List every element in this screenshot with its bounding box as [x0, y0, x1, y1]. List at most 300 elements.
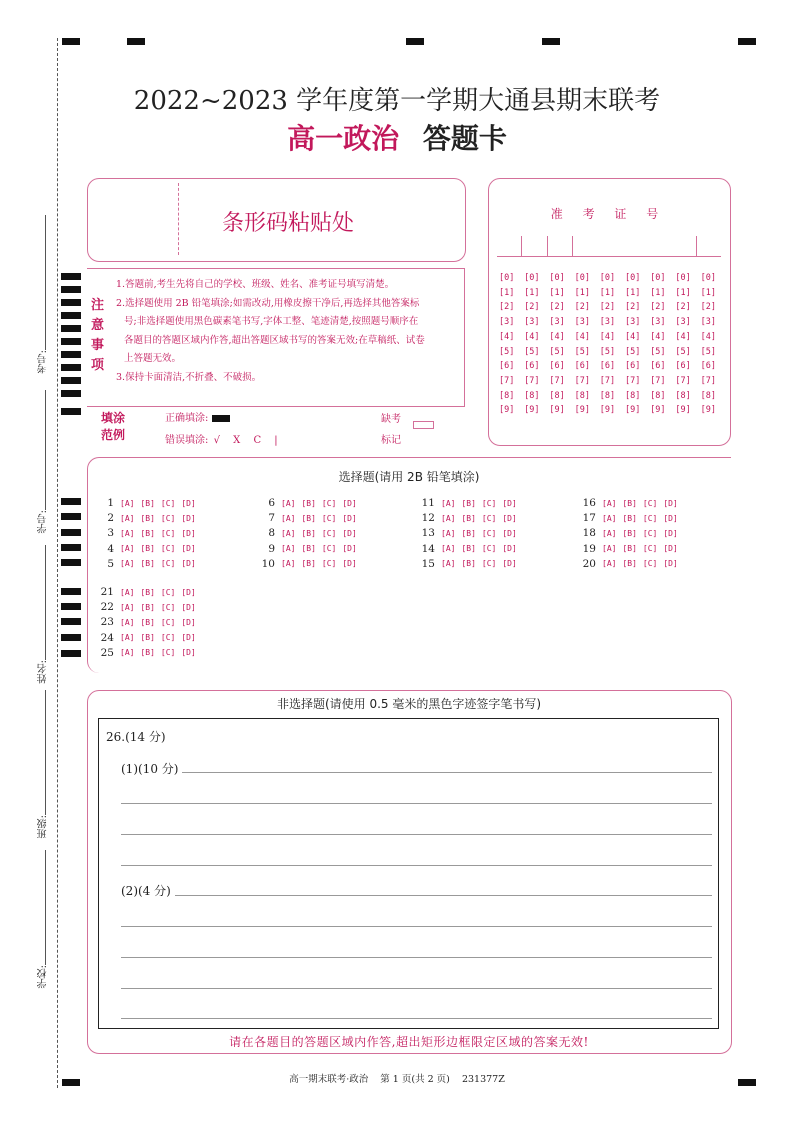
- question-number: 10: [261, 557, 275, 570]
- option-bubble[interactable]: [A]: [441, 513, 456, 523]
- fill-label-2: 范例: [101, 428, 126, 442]
- side-mark: [61, 634, 81, 641]
- digit-bubble[interactable]: [3]: [675, 317, 691, 328]
- option-bubble[interactable]: [A]: [441, 544, 456, 554]
- digit-bubble[interactable]: [2]: [574, 302, 590, 313]
- option-bubble[interactable]: [B]: [622, 544, 637, 554]
- notice-char: 项: [91, 358, 105, 373]
- digit-bubble[interactable]: [9]: [700, 405, 716, 416]
- option-bubble[interactable]: [D]: [181, 513, 196, 523]
- digit-bubble[interactable]: [6]: [524, 361, 540, 372]
- option-bubble[interactable]: [C]: [160, 587, 176, 597]
- digit-bubble[interactable]: [6]: [549, 361, 565, 372]
- digit-bubble[interactable]: [8]: [574, 390, 590, 401]
- digit-bubble[interactable]: [3]: [700, 317, 716, 328]
- digit-bubble[interactable]: [6]: [700, 361, 716, 372]
- question-number: 1: [107, 497, 114, 509]
- digit-bubble[interactable]: [5]: [675, 346, 691, 357]
- option-bubble[interactable]: [D]: [663, 498, 678, 508]
- option-bubble[interactable]: [B]: [461, 544, 476, 554]
- question-number: 13: [421, 527, 435, 540]
- question-row: [98, 586, 202, 598]
- option-bubble[interactable]: [B]: [622, 559, 637, 569]
- digit-bubble[interactable]: [2]: [625, 302, 641, 313]
- notice-char: 注: [91, 298, 105, 313]
- option-bubble[interactable]: [B]: [622, 498, 637, 508]
- question-number: 5: [107, 557, 114, 570]
- digit-bubble[interactable]: [3]: [524, 317, 540, 328]
- notice-line: 1.答题前,考生先将自己的学校、班级、姓名、准考证号填写清楚。: [116, 279, 395, 290]
- writing-line[interactable]: [121, 895, 712, 896]
- option-bubble[interactable]: [D]: [342, 544, 357, 554]
- digit-bubble[interactable]: [3]: [650, 317, 666, 328]
- wrong-mark: √: [213, 435, 220, 446]
- option-bubble[interactable]: [A]: [441, 498, 456, 508]
- option-bubble[interactable]: [A]: [441, 559, 456, 569]
- q26-heading: 26.(14 分): [106, 730, 166, 744]
- digit-bubble[interactable]: [0]: [524, 273, 540, 283]
- option-bubble[interactable]: [D]: [502, 513, 517, 523]
- option-bubble[interactable]: [C]: [160, 528, 176, 538]
- essay-title: 非选择题(请使用 0.5 毫米的黑色字迹签字笔书写): [276, 697, 542, 711]
- digit-bubble[interactable]: [2]: [499, 302, 515, 313]
- digit-bubble[interactable]: [1]: [499, 287, 515, 298]
- option-bubble[interactable]: [A]: [281, 559, 296, 569]
- option-bubble[interactable]: [C]: [160, 498, 176, 508]
- option-bubble[interactable]: [B]: [622, 513, 637, 523]
- question-row: [98, 616, 202, 628]
- option-bubble[interactable]: [A]: [120, 617, 135, 627]
- question-number: 23: [100, 616, 114, 629]
- digit-bubble[interactable]: [0]: [650, 273, 666, 283]
- digit-bubble[interactable]: [8]: [675, 390, 691, 401]
- subject: 高一政治: [287, 122, 400, 155]
- option-bubble[interactable]: [D]: [502, 498, 517, 508]
- question-row: [419, 543, 523, 555]
- option-bubble[interactable]: [B]: [622, 528, 637, 538]
- digit-bubble[interactable]: [9]: [524, 405, 540, 416]
- digit-bubble[interactable]: [0]: [549, 273, 565, 283]
- option-bubble[interactable]: [C]: [481, 513, 497, 523]
- digit-bubble[interactable]: [0]: [625, 273, 641, 283]
- option-bubble[interactable]: [D]: [502, 528, 517, 538]
- digit-bubble[interactable]: [3]: [599, 317, 616, 328]
- option-bubble[interactable]: [B]: [301, 513, 316, 523]
- option-bubble[interactable]: [D]: [342, 498, 357, 508]
- timing-mark: [738, 38, 756, 45]
- option-bubble[interactable]: [A]: [602, 544, 617, 554]
- option-bubble[interactable]: [D]: [181, 648, 196, 658]
- digit-bubble[interactable]: [7]: [524, 375, 540, 386]
- side-underline: [45, 215, 46, 350]
- digit-bubble[interactable]: [1]: [700, 287, 716, 298]
- question-row: [580, 558, 684, 570]
- side-mark: [61, 588, 81, 595]
- option-bubble[interactable]: [A]: [120, 513, 135, 523]
- option-bubble[interactable]: [B]: [461, 528, 476, 538]
- barcode-label: 条形码粘贴处: [222, 211, 355, 236]
- digit-bubble[interactable]: [9]: [625, 405, 641, 416]
- digit-bubble[interactable]: [2]: [675, 302, 691, 313]
- question-number: 8: [268, 527, 275, 540]
- option-bubble[interactable]: [D]: [181, 498, 196, 508]
- option-bubble[interactable]: [B]: [140, 544, 155, 554]
- option-bubble[interactable]: [A]: [441, 528, 456, 538]
- question-number: 7: [268, 512, 275, 525]
- option-bubble[interactable]: [B]: [140, 587, 155, 597]
- side-mark: [61, 513, 81, 520]
- side-mark: [61, 325, 81, 332]
- option-bubble[interactable]: [D]: [663, 559, 678, 569]
- question-row: [259, 512, 363, 524]
- option-bubble[interactable]: [B]: [140, 513, 155, 523]
- option-bubble[interactable]: [C]: [481, 544, 497, 554]
- digit-bubble[interactable]: [9]: [675, 405, 691, 416]
- digit-bubble[interactable]: [0]: [700, 273, 716, 283]
- question-row: [580, 527, 684, 539]
- option-bubble[interactable]: [A]: [281, 528, 296, 538]
- option-bubble[interactable]: [C]: [321, 498, 337, 508]
- answer-box[interactable]: [98, 718, 719, 1029]
- digit-bubble[interactable]: [7]: [675, 375, 691, 386]
- digit-bubble[interactable]: [9]: [599, 405, 616, 416]
- question-number: 24: [100, 631, 114, 644]
- answer-options: [281, 529, 363, 538]
- question-number: 11: [421, 497, 435, 509]
- side-mark: [61, 299, 81, 306]
- answer-options: [120, 648, 202, 657]
- option-bubble[interactable]: [A]: [602, 498, 617, 508]
- digit-bubble[interactable]: [5]: [625, 346, 641, 357]
- option-bubble[interactable]: [C]: [160, 633, 176, 643]
- option-bubble[interactable]: [D]: [181, 633, 196, 643]
- option-bubble[interactable]: [C]: [321, 559, 337, 569]
- option-bubble[interactable]: [B]: [140, 528, 155, 538]
- question-row: [259, 543, 363, 555]
- digit-bubble[interactable]: [2]: [524, 302, 540, 313]
- writing-line[interactable]: [121, 988, 712, 989]
- option-bubble[interactable]: [C]: [160, 617, 176, 627]
- option-bubble[interactable]: [C]: [321, 513, 337, 523]
- option-bubble[interactable]: [D]: [181, 602, 196, 612]
- side-underline: [45, 545, 46, 660]
- option-bubble[interactable]: [C]: [160, 648, 176, 658]
- digit-bubble[interactable]: [4]: [574, 331, 590, 342]
- option-bubble[interactable]: [A]: [120, 648, 135, 658]
- digit-bubble[interactable]: [7]: [574, 375, 590, 386]
- option-bubble[interactable]: [C]: [160, 602, 176, 612]
- question-number: 15: [421, 557, 435, 570]
- question-number: 2: [107, 512, 114, 525]
- digit-bubble[interactable]: [5]: [650, 346, 666, 357]
- answer-options: [120, 529, 202, 538]
- digit-bubble[interactable]: [9]: [574, 405, 590, 416]
- binding-line: [57, 38, 58, 1088]
- option-bubble[interactable]: [A]: [120, 602, 135, 612]
- question-number: 25: [100, 646, 114, 659]
- digit-bubble[interactable]: [6]: [499, 361, 515, 372]
- option-bubble[interactable]: [B]: [140, 602, 155, 612]
- option-bubble[interactable]: [C]: [321, 544, 337, 554]
- option-bubble[interactable]: [A]: [281, 513, 296, 523]
- side-mark: [61, 408, 81, 415]
- option-bubble[interactable]: [B]: [140, 498, 155, 508]
- option-bubble[interactable]: [A]: [120, 587, 135, 597]
- option-bubble[interactable]: [C]: [642, 528, 658, 538]
- option-bubble[interactable]: [A]: [120, 559, 135, 569]
- question-number: 21: [100, 586, 114, 598]
- option-bubble[interactable]: [D]: [181, 528, 196, 538]
- notice-line: 上答题无效。: [124, 353, 182, 364]
- subject-heading: [0, 117, 794, 157]
- answer-options: [602, 559, 684, 568]
- digit-bubble[interactable]: [9]: [499, 405, 515, 416]
- q26-1-label: (1)(10 分): [121, 760, 182, 777]
- option-bubble[interactable]: [C]: [481, 498, 497, 508]
- option-bubble[interactable]: [B]: [301, 528, 316, 538]
- digit-bubble[interactable]: [1]: [650, 287, 666, 298]
- digit-bubble[interactable]: [1]: [524, 287, 540, 298]
- option-bubble[interactable]: [C]: [642, 498, 658, 508]
- digit-bubble[interactable]: [4]: [625, 331, 641, 342]
- writing-line[interactable]: [121, 834, 712, 835]
- digit-bubble[interactable]: [1]: [574, 287, 590, 298]
- question-row: [419, 512, 523, 524]
- option-bubble[interactable]: [B]: [140, 633, 155, 643]
- digit-bubble[interactable]: [8]: [499, 390, 515, 401]
- writing-line[interactable]: [121, 957, 712, 958]
- question-row: [98, 497, 202, 509]
- option-bubble[interactable]: [C]: [160, 544, 176, 554]
- digit-bubble[interactable]: [8]: [549, 390, 565, 401]
- digit-bubble[interactable]: [3]: [499, 317, 515, 328]
- answer-options: [281, 559, 363, 568]
- option-bubble[interactable]: [B]: [461, 513, 476, 523]
- wrong-mark: X: [233, 435, 241, 446]
- digit-bubble[interactable]: [8]: [524, 390, 540, 401]
- exam-id-write-row: [497, 236, 721, 257]
- option-bubble[interactable]: [B]: [140, 617, 155, 627]
- side-label-student-no: 学号:: [38, 510, 49, 534]
- side-mark: [61, 618, 81, 625]
- digit-bubble[interactable]: [6]: [574, 361, 590, 372]
- option-bubble[interactable]: [C]: [160, 513, 176, 523]
- side-mark: [61, 559, 81, 566]
- answer-options: [602, 529, 684, 538]
- writing-line[interactable]: [121, 865, 712, 866]
- option-bubble[interactable]: [A]: [602, 559, 617, 569]
- option-bubble[interactable]: [C]: [481, 559, 497, 569]
- answer-options: [120, 544, 202, 553]
- digit-bubble[interactable]: [4]: [599, 331, 616, 342]
- option-bubble[interactable]: [A]: [281, 498, 296, 508]
- writing-line[interactable]: [121, 772, 712, 773]
- question-number: 20: [582, 557, 596, 570]
- question-number: 4: [107, 542, 114, 555]
- digit-bubble[interactable]: [3]: [625, 317, 641, 328]
- answer-options: [602, 544, 684, 553]
- option-bubble[interactable]: [D]: [181, 544, 196, 554]
- option-bubble[interactable]: [C]: [642, 513, 658, 523]
- side-label-name: 姓名:: [38, 660, 49, 684]
- digit-bubble[interactable]: [1]: [625, 287, 641, 298]
- digit-bubble[interactable]: [8]: [599, 390, 616, 401]
- answer-options: [441, 514, 523, 523]
- digit-bubble[interactable]: [1]: [599, 287, 616, 298]
- question-row: [259, 527, 363, 539]
- side-mark: [61, 273, 81, 280]
- side-mark: [61, 529, 81, 536]
- digit-bubble[interactable]: [7]: [549, 375, 565, 386]
- option-bubble[interactable]: [B]: [301, 559, 316, 569]
- option-bubble[interactable]: [D]: [181, 587, 196, 597]
- page-title: 2022~2023 学年度第一学期大通县期末联考: [133, 86, 661, 116]
- side-mark: [61, 312, 81, 319]
- digit-bubble[interactable]: [2]: [700, 302, 716, 313]
- option-bubble[interactable]: [D]: [502, 559, 517, 569]
- question-number: 19: [582, 542, 596, 555]
- digit-bubble[interactable]: [6]: [625, 361, 641, 372]
- wrong-mark: |: [274, 435, 278, 446]
- answer-options: [602, 514, 684, 523]
- wrong-mark: C: [253, 435, 262, 446]
- option-bubble[interactable]: [B]: [461, 498, 476, 508]
- digit-bubble[interactable]: [3]: [574, 317, 590, 328]
- option-bubble[interactable]: [B]: [461, 559, 476, 569]
- digit-bubble[interactable]: [5]: [574, 346, 590, 357]
- digit-bubble[interactable]: [0]: [499, 273, 515, 283]
- digit-bubble[interactable]: [5]: [599, 346, 616, 357]
- digit-bubble[interactable]: [2]: [599, 302, 616, 313]
- question-number: 6: [268, 497, 275, 509]
- notice-char: 意: [91, 318, 105, 333]
- option-bubble[interactable]: [D]: [342, 513, 357, 523]
- option-bubble[interactable]: [D]: [502, 544, 517, 554]
- digit-bubble[interactable]: [2]: [549, 302, 565, 313]
- side-mark: [61, 650, 81, 657]
- digit-bubble[interactable]: [8]: [700, 390, 716, 401]
- digit-bubble[interactable]: [4]: [524, 331, 540, 342]
- writing-line[interactable]: [121, 926, 712, 927]
- side-mark: [61, 603, 81, 610]
- digit-bubble[interactable]: [4]: [549, 331, 565, 342]
- option-bubble[interactable]: [D]: [342, 528, 357, 538]
- question-number: 3: [107, 527, 114, 540]
- option-bubble[interactable]: [A]: [602, 528, 617, 538]
- digit-bubble[interactable]: [4]: [650, 331, 666, 342]
- question-row: [419, 527, 523, 539]
- digit-bubble[interactable]: [7]: [599, 375, 616, 386]
- option-bubble[interactable]: [D]: [663, 513, 678, 523]
- filled-bubble: [212, 415, 230, 422]
- digit-bubble[interactable]: [5]: [499, 346, 515, 357]
- option-bubble[interactable]: [C]: [321, 528, 337, 538]
- correct-fill: [165, 409, 230, 424]
- digit-bubble[interactable]: [1]: [549, 287, 565, 298]
- answer-options: [120, 603, 202, 612]
- option-bubble[interactable]: [B]: [301, 498, 316, 508]
- option-bubble[interactable]: [A]: [120, 544, 135, 554]
- writing-line[interactable]: [121, 1018, 712, 1019]
- option-bubble[interactable]: [A]: [120, 528, 135, 538]
- question-row: [580, 543, 684, 555]
- side-underline: [45, 390, 46, 510]
- option-bubble[interactable]: [D]: [663, 528, 678, 538]
- side-mark: [61, 351, 81, 358]
- option-bubble[interactable]: [A]: [281, 544, 296, 554]
- option-bubble[interactable]: [D]: [342, 559, 357, 569]
- digit-bubble[interactable]: [4]: [675, 331, 691, 342]
- digit-bubble[interactable]: [9]: [650, 405, 666, 416]
- option-bubble[interactable]: [D]: [181, 617, 196, 627]
- digit-bubble[interactable]: [9]: [549, 405, 565, 416]
- question-number: 17: [582, 512, 596, 525]
- digit-bubble[interactable]: [6]: [599, 361, 616, 372]
- digit-bubble[interactable]: [0]: [574, 273, 590, 283]
- option-bubble[interactable]: [C]: [642, 559, 658, 569]
- question-number: 16: [582, 497, 596, 509]
- digit-bubble[interactable]: [7]: [625, 375, 641, 386]
- wrong-fill-label: 错误填涂:: [165, 435, 209, 446]
- answer-options: [441, 529, 523, 538]
- side-label-school: 学校:: [38, 965, 49, 989]
- side-mark: [61, 498, 81, 505]
- digit-bubble[interactable]: [1]: [675, 287, 691, 298]
- barcode-inner-divider: [178, 183, 179, 255]
- option-bubble[interactable]: [A]: [602, 513, 617, 523]
- option-bubble[interactable]: [A]: [120, 498, 135, 508]
- digit-bubble[interactable]: [7]: [499, 375, 515, 386]
- digit-bubble[interactable]: [5]: [524, 346, 540, 357]
- digit-bubble[interactable]: [7]: [650, 375, 666, 386]
- option-bubble[interactable]: [A]: [120, 633, 135, 643]
- option-bubble[interactable]: [D]: [663, 544, 678, 554]
- digit-bubble[interactable]: [6]: [650, 361, 666, 372]
- timing-mark: [542, 38, 560, 45]
- digit-bubble[interactable]: [0]: [675, 273, 691, 283]
- notice-char: 事: [91, 338, 105, 353]
- exam-id-label: 准 考 证 号: [550, 207, 667, 221]
- writing-line[interactable]: [121, 803, 712, 804]
- option-bubble[interactable]: [C]: [481, 528, 497, 538]
- question-row: [419, 558, 523, 570]
- option-bubble[interactable]: [C]: [642, 544, 658, 554]
- wrong-fill: [165, 431, 278, 446]
- digit-bubble[interactable]: [4]: [499, 331, 515, 342]
- digit-bubble[interactable]: [8]: [625, 390, 641, 401]
- option-bubble[interactable]: [B]: [140, 648, 155, 658]
- digit-bubble[interactable]: [3]: [549, 317, 565, 328]
- question-row: [98, 512, 202, 524]
- digit-bubble[interactable]: [7]: [700, 375, 716, 386]
- digit-bubble[interactable]: [5]: [700, 346, 716, 357]
- digit-bubble[interactable]: [5]: [549, 346, 565, 357]
- question-number: 12: [421, 512, 435, 525]
- digit-bubble[interactable]: [8]: [650, 390, 666, 401]
- question-row: [98, 558, 202, 570]
- option-bubble[interactable]: [B]: [140, 559, 155, 569]
- digit-bubble[interactable]: [6]: [675, 361, 691, 372]
- absent-checkbox[interactable]: [413, 421, 434, 429]
- digit-bubble[interactable]: [4]: [700, 331, 716, 342]
- digit-bubble[interactable]: [0]: [599, 273, 616, 283]
- digit-bubble[interactable]: [2]: [650, 302, 666, 313]
- option-bubble[interactable]: [C]: [160, 559, 176, 569]
- notice-line: 3.保持卡面清洁,不折叠、不破损。: [116, 371, 262, 383]
- option-bubble[interactable]: [D]: [181, 559, 196, 569]
- option-bubble[interactable]: [B]: [301, 544, 316, 554]
- question-row: [580, 497, 684, 509]
